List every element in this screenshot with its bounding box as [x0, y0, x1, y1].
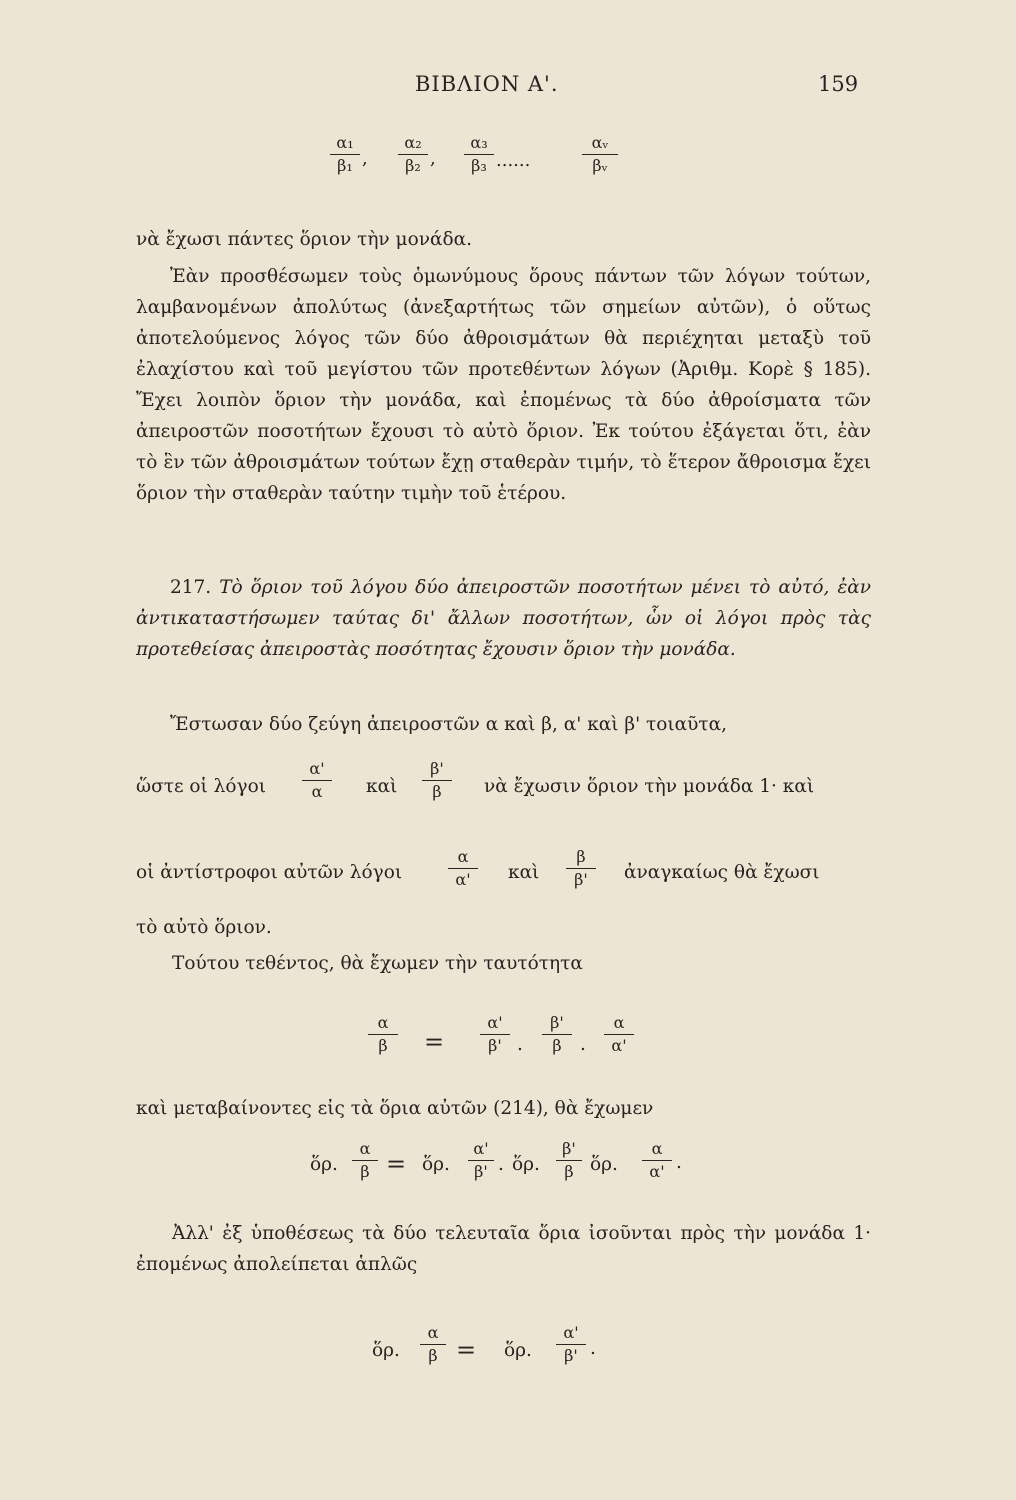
fraction: β' β [556, 1138, 582, 1183]
fraction: α β [352, 1138, 378, 1183]
theorem-217 [136, 572, 871, 665]
book-page: ΒΙΒΛΙΟΝ Α'. 159 α₁ β₁ , α₂ β₂ , α₃ β₃ ...... αᵥ βᵥ νὰ ἔχωσι πάντες ὅριον τὴν μονάδα. Ἐὰν προσθέσωμεν τοὺς ὁμωνύμους ὅρους πάντων τῶν λόγων τούτων, λαμβανομένων ἀπολύτως (ἀνεξαρτήτως τῶν σημείων αὐτῶν), ὁ οὕτως ἀποτελούμενος λόγος τῶν δύο ἀθροισμάτων θὰ περιέχηται μεταξὺ τοῦ ἐλαχίστου καὶ τοῦ μεγίστου τῶν προτεθέντων λόγων (Ἀριθμ. Κορὲ § 185). Ἔχει λοιπὸν ὅριον τὴν μονάδα, καὶ ἐπομένως τὰ δύο ἀθροίσματα τῶν ἀπειροστῶν ποσοτήτων ἔχουσι τὸ αὐτὸ ὅριον. Ἐκ τούτου ἐξάγεται ὅτι, ἐὰν τὸ ἓν τῶν ἀθροισμάτων τούτων ἔχῃ σταθερὰν τιμήν, τὸ ἕτερον ἄθροισμα ἔχει ὅριον τὴν σταθερὰν ταύτην τιμὴν τοῦ ἑτέρου. 217. Τὸ ὅριον τοῦ λόγου δύο ἀπειροστῶν ποσοτήτων μένει τὸ αὐτό, ἐὰν ἀντικαταστήσωμεν ταύτας δι' ἄλλων ποσοτήτων, ὧν οἱ λόγοι πρὸς τὰς προτεθείσας ἀπειροστὰς ποσότητας ἔχουσιν ὅριον τὴν μονάδα. Ἔστωσαν δύο ζεύγη ἀπειροστῶν α καὶ β, α' καὶ β' τοιαῦτα, ὥστε οἱ λόγοι α' α καὶ β' β νὰ ἔχωσιν ὅριον τὴν μονάδα 1· καὶ οἱ ἀντίστροφοι αὐτῶν λόγοι α α' καὶ β β' ἀναγκαίως θὰ ἔχωσι τὸ αὐτὸ ὅριον. Τούτου τεθέντος, θὰ ἔχωμεν τὴν ταυτότητα α β = α' β' . β' β . α α' καὶ μεταβαίνοντες εἰς τὰ ὅρια αὐτῶν (214), θὰ ἔχωμεν ὅρ. α β = ὅρ. α' β' . ὅρ. β' β ὅρ. α α' . Ἀλλ' ἐξ ὑποθέσεως τὰ δύο τελευταῖα ὅρια ἰσοῦνται πρὸς τὴν μονάδα 1· ἐπομένως ἀπολείπεται ἁπλῶς ὅρ. α β = ὅρ. α' β' . [0, 0, 1016, 1500]
fraction: α α' [642, 1138, 672, 1183]
fraction: β' β [422, 758, 452, 803]
fraction: α α' [448, 846, 478, 891]
fraction: α' β' [556, 1322, 586, 1367]
fraction: αᵥ βᵥ [582, 132, 618, 177]
fraction: α₁ β₁ [330, 132, 360, 177]
text-line: Ἔστωσαν δύο ζεύγη ἀπειροστῶν α καὶ β, α' καὶ β' τοιαῦτα, [170, 714, 728, 735]
running-title: ΒΙΒΛΙΟΝ Α'. [415, 72, 559, 96]
text-line: τὸ αὐτὸ ὅριον. [136, 917, 272, 938]
fraction: α β [420, 1322, 446, 1367]
fraction: α₂ β₂ [398, 132, 428, 177]
fraction: α' β' [468, 1138, 494, 1183]
theorem-number: 217. [170, 577, 212, 598]
page-number: 159 [818, 72, 859, 96]
fraction: α' α [302, 758, 332, 803]
paragraph: Ἀλλ' ἐξ ὑποθέσεως τὰ δύο τελευταῖα ὅρια ἰσοῦνται πρὸς τὴν μονάδα 1· ἐπομένως ἀπολείπεται ἁπλῶς [136, 1223, 871, 1275]
fraction: α β [368, 1012, 398, 1057]
fraction: α₃ β₃ [464, 132, 494, 177]
theorem-text: Τὸ ὅριον τοῦ λόγου δύο ἀπειροστῶν ποσοτήτων μένει τὸ αὐτό, ἐὰν ἀντικαταστήσωμεν ταύτας δι' ἄλλων ποσοτήτων, ὧν οἱ λόγοι πρὸς τὰς προτεθείσας ἀπειροστὰς ποσότητας ἔχουσιν ὅριον τὴν μονάδα. [136, 577, 871, 660]
page-header [0, 72, 1016, 102]
fraction: β' β [542, 1012, 572, 1057]
fraction: β β' [566, 846, 596, 891]
paragraph: Ἐὰν προσθέσωμεν τοὺς ὁμωνύμους ὅρους πάντων τῶν λόγων τούτων, λαμβανομένων ἀπολύτως (ἀνεξαρτήτως τῶν σημείων αὐτῶν), ὁ οὕτως ἀποτελούμενος λόγος τῶν δύο ἀθροισμάτων θὰ περιέχηται μεταξὺ τοῦ ἐλαχίστου καὶ τοῦ μεγίστου τῶν προτεθέντων λόγων (Ἀριθμ. Κορὲ § 185). Ἔχει λοιπὸν ὅριον τὴν μονάδα, καὶ ἐπομένως τὰ δύο ἀθροίσματα τῶν ἀπειροστῶν ποσοτήτων ἔχουσι τὸ αὐτὸ ὅριον. Ἐκ τούτου ἐξάγεται ὅτι, ἐὰν τὸ ἓν τῶν ἀθροισμάτων τούτων ἔχῃ σταθερὰν τιμήν, τὸ ἕτερον ἄθροισμα ἔχει ὅριον τὴν σταθερὰν ταύτην τιμὴν τοῦ ἑτέρου. [136, 266, 871, 504]
fraction: α α' [604, 1012, 634, 1057]
text-line: καὶ μεταβαίνοντες εἰς τὰ ὅρια αὐτῶν (214), θὰ ἔχωμεν [136, 1098, 654, 1119]
fraction: α' β' [480, 1012, 510, 1057]
text-line: Τούτου τεθέντος, θὰ ἔχωμεν τὴν ταυτότητα [172, 953, 583, 974]
text-line: νὰ ἔχωσι πάντες ὅριον τὴν μονάδα. [136, 229, 472, 250]
